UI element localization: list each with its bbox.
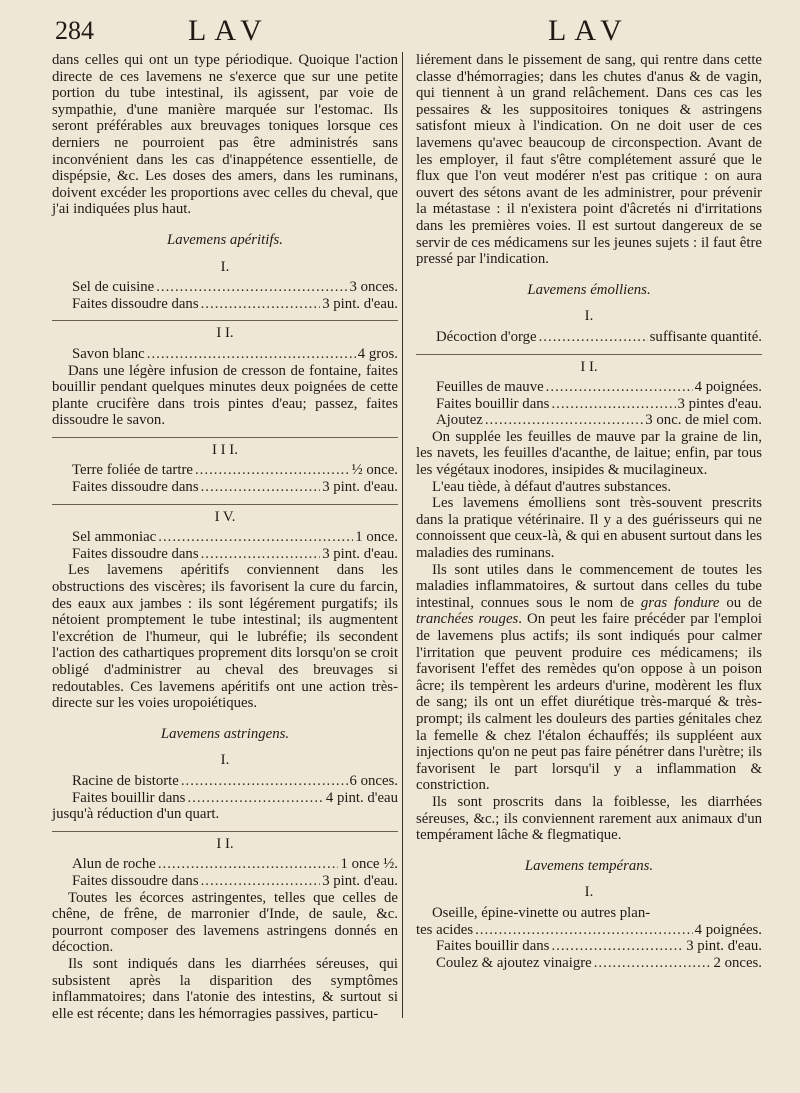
recipe-line: Savon blanc ..... 4 gros. — [52, 346, 398, 363]
right-column — [416, 52, 762, 971]
paragraph: L'eau tiède, à défaut d'autres substances. — [432, 478, 672, 495]
paragraph: Ils sont proscrits dans la foiblesse, les diarrhées séreuses, &c.; ils conviennent rarement aux animaux d'un tempérament lâche & flegmatique. — [416, 793, 762, 844]
page-number: 284 — [55, 16, 94, 45]
recipe-line: Feuilles de mauve ..... 4 poignées. — [416, 379, 762, 396]
recipe-line: tes acides ..... 4 poignées. — [416, 922, 762, 939]
column-divider — [402, 52, 403, 1018]
paragraph: Ils sont indiqués dans les diarrhées séreuses, qui subsistent après la disparition des symptômes inflammatoires; dans l'atonie des intestins, & surtout si elle est récente; dans les hémorragies passives, particu- — [52, 955, 398, 1022]
section-heading-astringens: Lavemens astringens. — [160, 725, 290, 742]
running-header — [0, 14, 800, 54]
recipe-line: Faites dissoudre dans ..... 3 pint. d'eau. — [52, 296, 398, 313]
paragraph: Les lavemens émolliens sont très-souvent prescrits dans la pratique vétérinaire. Il y a des guérisseurs qui ne connoissent que ceux-là, & qui en abusent surtout dans les maladies des ruminans. — [416, 495, 763, 562]
paragraph: Les lavemens apéritifs conviennent dans les obstructions des viscères; ils favorisent la cure du farcin, des eaux aux jambes : ils sont légérement purgatifs; ils nétoient promptement le tube intestinal; ils augmentent l'excrétion de l'humeur, qui le lubréfie; ils secondent l'action des cathartiques proprement dits lorsqu'on se croit obligé d'administrer au cheval des breuvages si redoutables. Ces lavemens apéritifs ont une action très-directe sur les voies uropoiétiques. — [52, 562, 398, 712]
recipe-line: Alun de roche ..... 1 once ½. — [52, 856, 398, 873]
recipe-line: Faites bouillir dans ..... 4 pint. d'eau — [52, 790, 398, 807]
italic-term: tranchées rouges — [416, 611, 519, 628]
paragraph: On supplée les feuilles de mauve par la graine de lin, les navets, les feuilles d'acanthe, de laitue; enfin, par tous les végétaux inodores, insipides & mucilagineux. — [416, 428, 762, 479]
recipe-number: I. — [584, 884, 594, 901]
right-running-title: LAV — [548, 14, 630, 47]
paragraph: Toutes les écorces astringentes, telles que celles de chêne, de frêne, de marronier d'Inde, de saule, &c. pourront composer des lavemens astringens donnés en décoction. — [52, 889, 398, 956]
recipe-line: Sel ammoniac ..... 1 once. — [52, 529, 398, 546]
recipe-number: I I. — [416, 354, 762, 376]
italic-term: gras fondure — [640, 594, 720, 611]
recipe-line-continuation: jusqu'à réduction d'un quart. — [52, 806, 220, 823]
left-column — [52, 52, 398, 1022]
section-heading-emolliens: Lavemens émolliens. — [527, 281, 651, 298]
recipe-line: Racine de bistorte ..... 6 onces. — [52, 773, 398, 790]
recipe-line: Faites bouillir dans ..... 3 pint. d'eau. — [416, 938, 762, 955]
recipe-line: Faites dissoudre dans ..... 3 pint. d'eau. — [52, 479, 398, 496]
recipe-line: Faites dissoudre dans ..... 3 pint. d'eau. — [52, 546, 398, 563]
recipe-line: Coulez & ajoutez vinaigre ..... 2 onces. — [416, 955, 762, 972]
section-heading-temperans: Lavemens tempérans. — [524, 857, 654, 874]
left-running-title: LAV — [188, 14, 270, 47]
recipe-number: I. — [220, 258, 230, 275]
recipe-line: Faites dissoudre dans ..... 3 pint. d'eau. — [52, 873, 398, 890]
recipe-number: I. — [220, 752, 230, 769]
recipe-line: Terre foliée de tartre ..... ½ once. — [52, 462, 398, 479]
paragraph: Dans une légère infusion de cresson de fontaine, faites bouillir pendant quelques minutes deux poignées de cette plante crucifère dans trois pintes d'eau; passez, faites dissoudre le savon. — [52, 362, 398, 429]
recipe-line: Décoction d'orge ..... suffisante quantité. — [416, 329, 762, 346]
recipe-line: Oseille, épine-vinette ou autres plan- — [432, 904, 651, 921]
section-heading-aperitifs: Lavemens apéritifs. — [167, 231, 283, 248]
paragraph: liérement dans le pissement de sang, qui rentre dans cette classe d'hémorragies; dans les chutes d'anus & de vagin, qui tiennent à un grand relâchement. Dans ces cas les pessaires & les suppositoires toniques & astringens satisfont mieux à l'indication. On ne doit user de ces lavemens qu'avec beaucoup de circonspection. Avant de les employer, il faut s'être complétement assuré que le flux que l'on veut modérer n'est pas critique : on aura ouvert des sétons avant de les administrer, pour prévenir la métastase : il n'existera point d'âcretés ni d'irritations dans les premières voies. Il est surtout dangereux de se servir de ces médicamens sur les jeunes sujets : il faut être pressé par l'indication. — [416, 52, 762, 268]
recipe-number: I I. — [52, 320, 398, 342]
paragraph: dans celles qui ont un type périodique. Quoique l'action directe de ces lavemens ne s'exerce que sur une petite portion du tube intestinal, ils agissent, par voie de sympathie, d'une manière marquée sur l'estomac. Ils seront préférables aux breuvages toniques lorsque ces derniers ne pourroient pas être administrés sans inconvénient dans les cas d'inappétence essentielle, de dispépsie, &c. Les doses des amers, dans les ruminans, doivent excéder les proportions avec celles du cheval, que j'ai indiquées plus haut. — [52, 52, 398, 218]
paragraph: Ils sont utiles dans le commencement de toutes les maladies inflammatoires, & surtout dans celles du tube intestinal, connues sous le nom de gras fondure ou de tranchées rouges. On peut les faire précéder par l'emploi de lavemens plus actifs; ils sont indiqués pour calmer l'irritation que peuvent produire ces médicamens; ils favorisent l'effet des remèdes qu'on oppose à un poison âcre; ils tempèrent les ardeurs d'urine, modèrent les flux de sang; ils ont un effet diurétique très-marqué & très-prompt; ils calment les douleurs des parties génitales chez la femelle & chez l'étalon échauffés; ils suppléent aux injections qu'on ne peut pas faire pénétrer dans l'urètre; ils favorisent le part lorsqu'il y a inflammation & constriction. — [416, 561, 762, 794]
recipe-number: I I. — [52, 831, 398, 853]
recipe-line: Sel de cuisine ..... 3 onces. — [52, 279, 398, 296]
recipe-number: I I I. — [52, 437, 398, 459]
recipe-number: I V. — [52, 504, 398, 526]
recipe-number: I. — [584, 308, 594, 325]
recipe-line: Faites bouillir dans ..... 3 pintes d'eau. — [416, 396, 762, 413]
recipe-line: Ajoutez ..... 3 onc. de miel com. — [416, 412, 762, 429]
